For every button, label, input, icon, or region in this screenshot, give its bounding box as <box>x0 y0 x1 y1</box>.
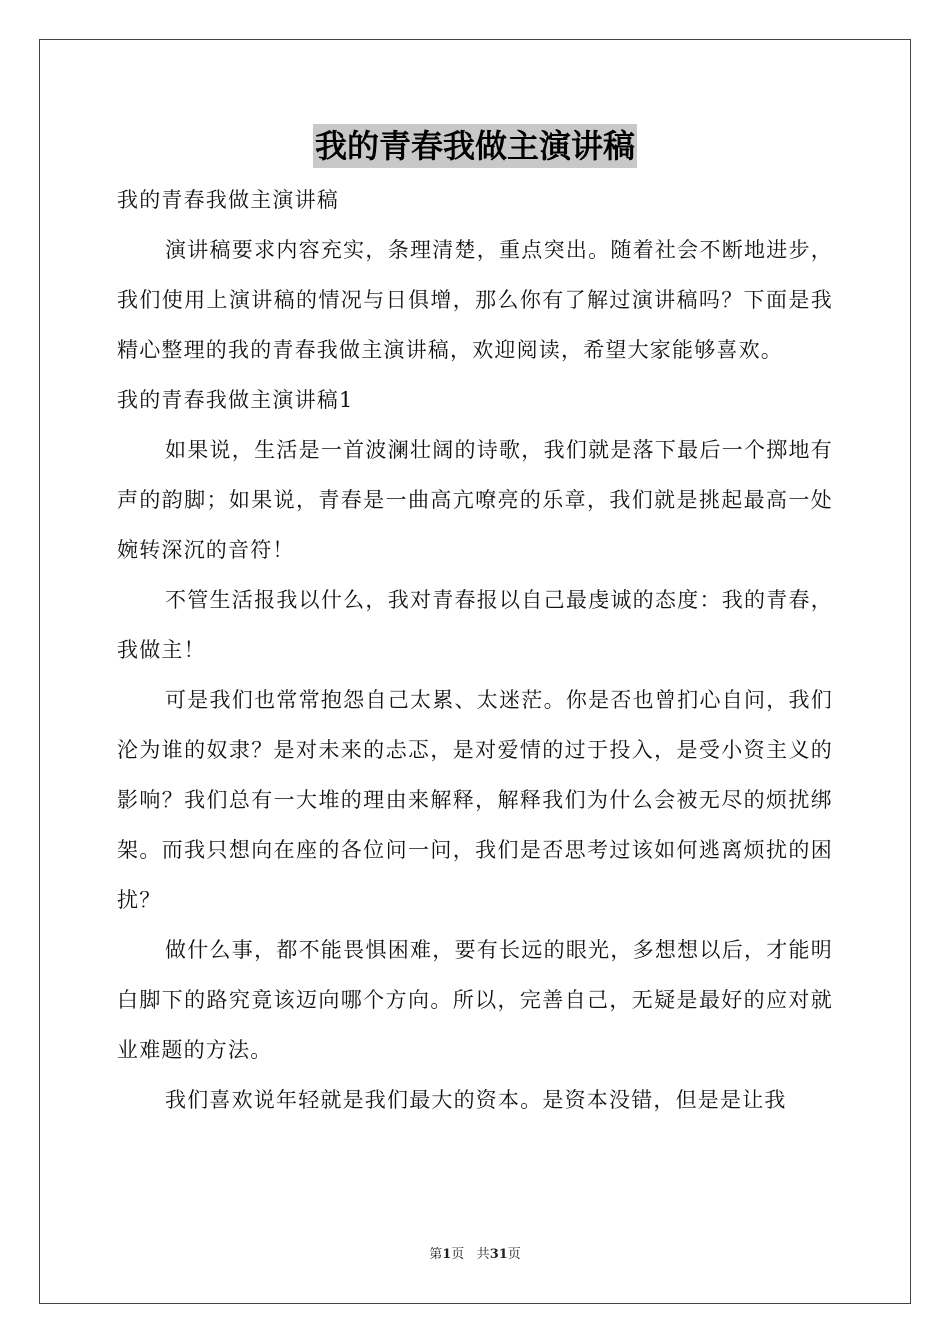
section-heading: 我的青春我做主演讲稿 <box>117 188 339 212</box>
paragraph: 如果说，生活是一首波澜壮阔的诗歌，我们就是落下最后一个掷地有声的韵脚；如果说，青春是一曲高亢嘹亮的乐章，我们就是挑起最高一处婉转深沉的音符！ <box>117 438 833 562</box>
page-prefix: 第 <box>429 1247 443 1262</box>
total-suffix: 页 <box>507 1247 521 1262</box>
document-title: 我的青春我做主演讲稿 <box>313 124 637 168</box>
total-prefix: 共 <box>476 1247 490 1262</box>
document-body <box>117 175 833 1125</box>
paragraph: 可是我们也常常抱怨自己太累、太迷茫。你是否也曾扪心自问，我们沦为谁的奴隶？是对未来的忐忑，是对爱情的过于投入，是受小资主义的影响？我们总有一大堆的理由来解释，解释我们为什么会被无尽的烦扰绑架。而我只想向在座的各位问一问，我们是否思考过该如何逃离烦扰的困扰？ <box>117 688 833 912</box>
paragraph: 不管生活报我以什么，我对青春报以自己最虔诚的态度：我的青春，我做主！ <box>117 588 833 662</box>
paragraph: 我们喜欢说年轻就是我们最大的资本。是资本没错，但是是让我 <box>165 1088 787 1112</box>
paragraph: 做什么事，都不能畏惧困难，要有长远的眼光，多想想以后，才能明白脚下的路究竟该迈向哪个方向。所以，完善自己，无疑是最好的应对就业难题的方法。 <box>117 938 833 1062</box>
page-suffix: 页 <box>451 1247 465 1262</box>
title-area <box>0 124 950 168</box>
total-page-count: 31 <box>489 1247 508 1262</box>
page-footer <box>0 1246 950 1264</box>
paragraph: 演讲稿要求内容充实，条理清楚，重点突出。随着社会不断地进步，我们使用上演讲稿的情况与日俱增，那么你有了解过演讲稿吗？下面是我精心整理的我的青春我做主演讲稿，欢迎阅读，希望大家能够喜欢。 <box>117 238 833 362</box>
section-heading: 我的青春我做主演讲稿1 <box>117 388 354 412</box>
current-page-number: 1 <box>442 1247 452 1262</box>
